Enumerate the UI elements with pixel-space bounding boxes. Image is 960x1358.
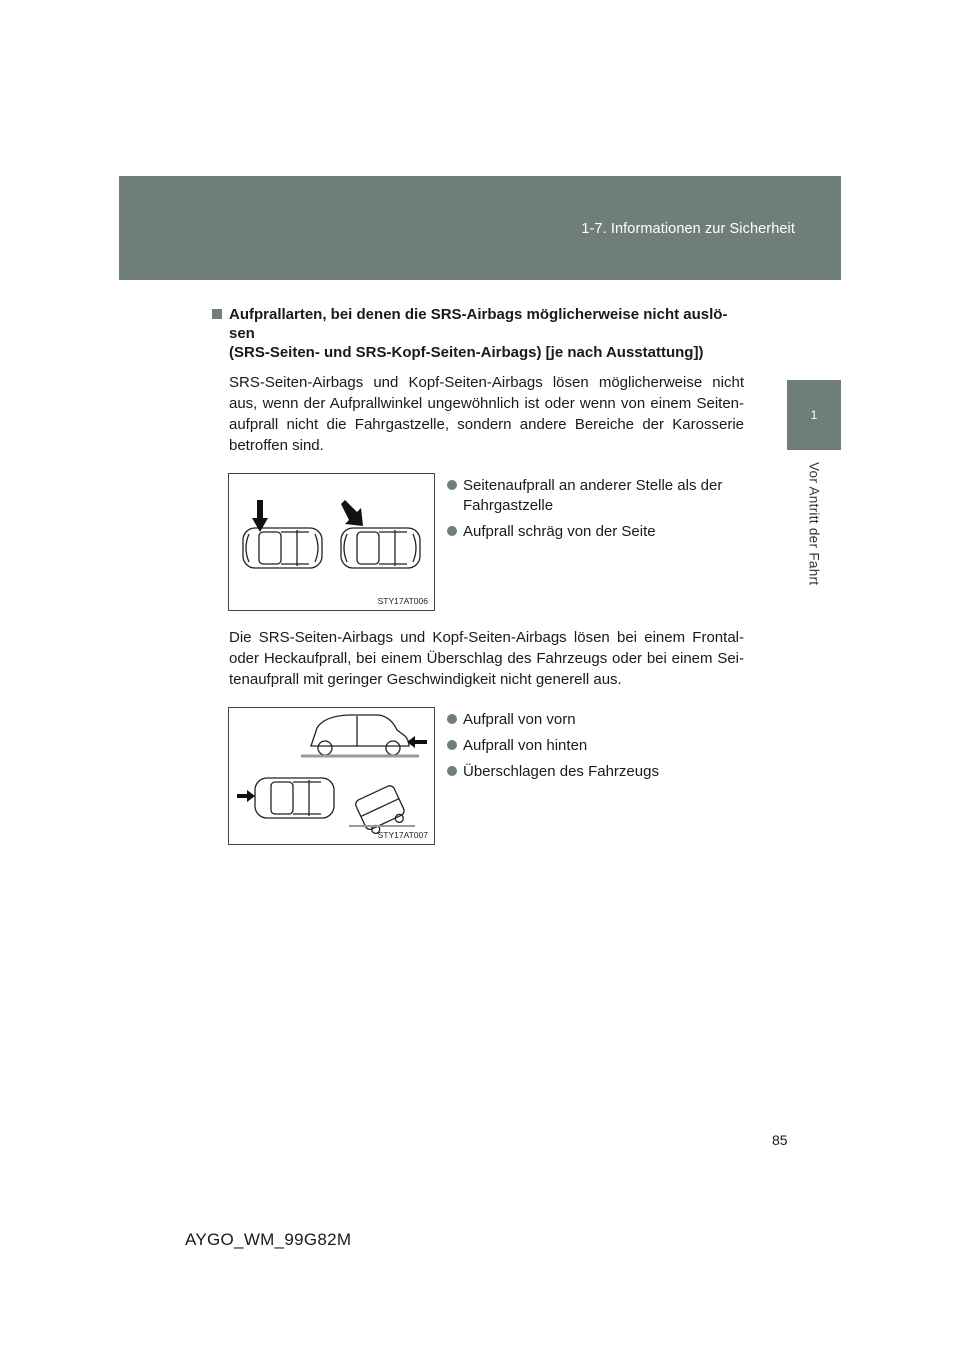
figure-side-impact	[228, 473, 435, 611]
car-top-view-icon	[243, 528, 322, 568]
oblique-impact-arrow-icon	[341, 500, 363, 526]
section-heading	[212, 305, 744, 362]
heading-line: Aufprallarten, bei denen die SRS-Airbags möglicherweise nicht auslö-	[229, 306, 728, 323]
bullet-dot-icon	[447, 480, 457, 490]
figure-row-1	[212, 473, 744, 611]
header-band	[119, 176, 841, 280]
impact-arrow-icon	[252, 500, 268, 532]
square-bullet-icon	[212, 309, 222, 319]
list-item: Aufprall von hinten	[447, 736, 659, 756]
section-title: 1-7. Informationen zur Sicherheit	[581, 221, 795, 237]
figure-caption: STY17AT007	[377, 830, 428, 840]
side-impact-illustration	[229, 474, 434, 610]
bullet-dot-icon	[447, 766, 457, 776]
bullet-list-1	[447, 473, 744, 611]
frontal-rear-rollover-illustration	[229, 708, 434, 844]
list-item: Überschlagen des Fahrzeugs	[447, 762, 659, 782]
page-content	[212, 305, 744, 845]
paragraph-side-airbags: SRS-Seiten-Airbags und Kopf-Seiten-Airbags lösen möglicherweise nicht aus, wenn der Aufprallwinkel ungewöhnlich ist oder wenn von einem Seiten-aufprall nicht die Fahrgastzelle, sondern andere Bereiche der Karosserie betroffen sind.	[229, 374, 744, 454]
bullet-list-2	[447, 707, 659, 845]
page-number: 85	[772, 1132, 788, 1148]
list-item: Seitenaufprall an anderer Stelle als der Fahrgastzelle	[447, 476, 744, 516]
heading-line: (SRS-Seiten- und SRS-Kopf-Seiten-Airbags) [je nach Ausstattung])	[229, 344, 704, 361]
paragraph-no-deploy: Die SRS-Seiten-Airbags und Kopf-Seiten-Airbags lösen bei einem Frontal- oder Heckaufprall, bei einem Überschlag des Fahrzeugs oder bei einem Sei-tenaufprall mit geringer Geschwindigkeit nicht generell aus.	[229, 629, 744, 688]
rollover-car-icon	[354, 784, 408, 836]
car-side-view-icon	[311, 715, 409, 755]
heading-line: sen	[229, 325, 255, 342]
list-item: Aufprall von vorn	[447, 710, 659, 730]
document-code: AYGO_WM_99G82M	[185, 1230, 352, 1249]
bullet-dot-icon	[447, 714, 457, 724]
bullet-dot-icon	[447, 526, 457, 536]
figure-row-2	[212, 707, 744, 845]
figure-frontal-rear-rollover	[228, 707, 435, 845]
chapter-tab-number: 1	[787, 380, 841, 450]
car-top-view-icon	[341, 528, 420, 568]
chapter-tab-label: Vor Antritt der Fahrt	[806, 462, 822, 586]
list-item: Aufprall schräg von der Seite	[447, 522, 744, 542]
car-top-view-icon	[255, 778, 334, 818]
front-impact-arrow-icon	[407, 736, 427, 748]
bullet-dot-icon	[447, 740, 457, 750]
figure-caption: STY17AT006	[377, 596, 428, 606]
rear-impact-arrow-icon	[237, 790, 255, 802]
